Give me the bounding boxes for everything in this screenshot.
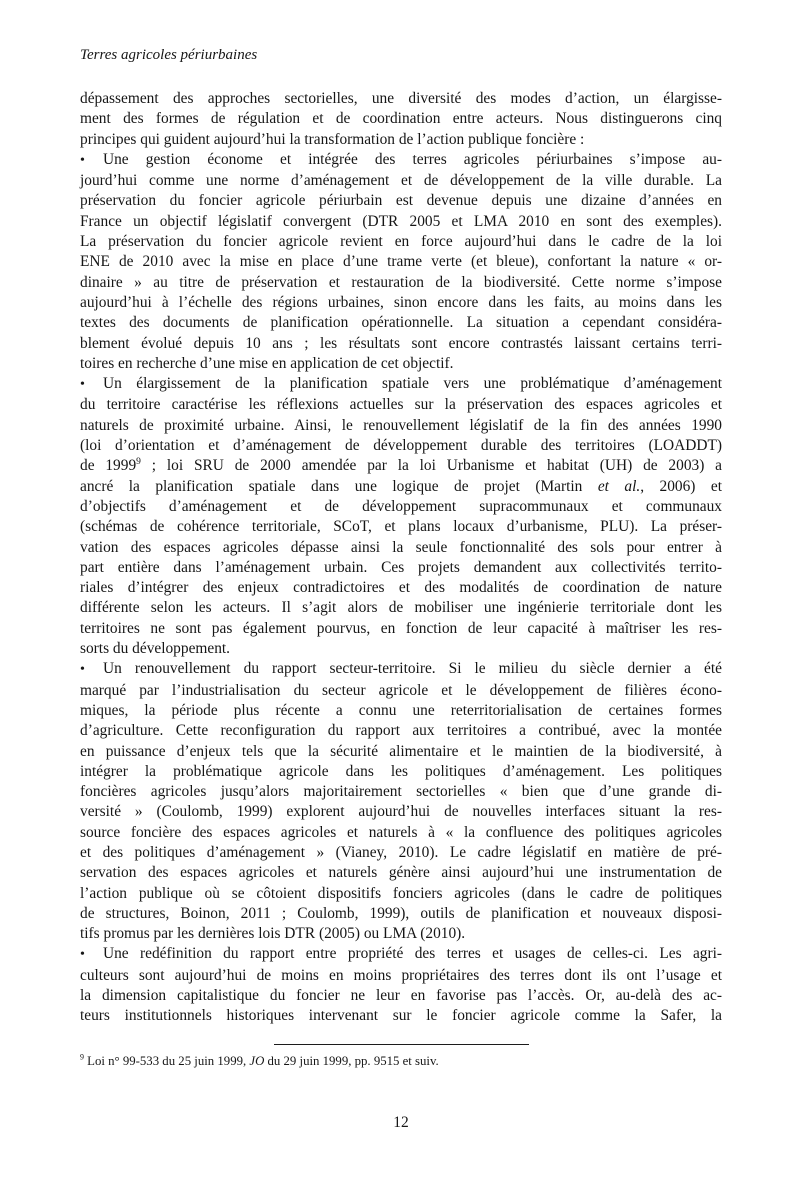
bullet-paragraph [80, 944, 722, 1026]
text-line [80, 354, 722, 374]
text-segment: blement évolué depuis 10 ans ; les résultats sont encore contrastés laissant certains terri- [80, 334, 722, 352]
text-line [80, 721, 722, 741]
text-segment: du 29 juin 1999, pp. 9515 et suiv. [264, 1053, 439, 1068]
text-line [80, 904, 722, 924]
text-line [80, 1006, 722, 1026]
text-segment: Un renouvellement du rapport secteur-territoire. Si le milieu du siècle dernier a été [103, 660, 722, 678]
text-segment: principes qui guident aujourd’hui la transformation de l’action publique foncière : [80, 130, 585, 148]
body-text [80, 89, 722, 1027]
running-head: Terres agricoles périurbaines [80, 47, 258, 63]
text-segment: textes des documents de planification opérationnelle. La situation a cependant considéra- [80, 314, 722, 332]
text-segment: source foncière des espaces agricoles et naturels à « la confluence des politiques agricoles [80, 823, 722, 841]
text-segment: sorts du développement. [80, 640, 231, 658]
text-line [80, 109, 722, 129]
text-segment: Une gestion économe et intégrée des terres agricoles périurbaines s’impose au- [103, 150, 722, 168]
text-line [80, 782, 722, 802]
text-line [80, 171, 722, 191]
text-segment: Une redéfinition du rapport entre propriété des terres et usages de celles-ci. Les agri- [103, 945, 722, 963]
text-line [80, 742, 722, 762]
text-segment: dépassement des approches sectorielles, une diversité des modes d’action, un élargisse- [80, 90, 722, 107]
text-segment: riales d’intégrer des enjeux contradictoires et des modalités de coordination de nature [80, 579, 722, 597]
text-segment: dinaire » au titre de préservation et restauration de la biodiversité. Cette norme s’impose [80, 273, 722, 291]
text-line [80, 374, 722, 395]
text-segment: tifs promus par les dernières lois DTR (2005) ou LMA (2010). [80, 925, 466, 943]
bullet-paragraph [80, 374, 722, 659]
text-segment: marqué par l’industrialisation du secteur agricole et le développement de filières écono- [80, 681, 722, 699]
text-line [80, 212, 722, 232]
text-line [80, 619, 722, 639]
text-line [80, 884, 722, 904]
text-segment: et des politiques d’aménagement » (Vianey, 2010). Le cadre législatif en matière de pré- [80, 843, 722, 861]
text-line [80, 456, 722, 476]
text-segment: JO [249, 1053, 265, 1068]
text-segment: l’action publique où se côtoient dispositifs fonciers agricoles (dans le cadre de politiques [80, 884, 722, 902]
text-segment: naturels de proximité urbaine. Ainsi, le renouvellement législatif de la fin des années 1990 [80, 416, 722, 434]
text-segment: ment des formes de régulation et de coordination entre acteurs. Nous distinguerons cinq [80, 110, 722, 128]
text-segment: culteurs sont aujourd’hui de moins en moins propriétaires des terres dont ils ont l’usage et [80, 966, 722, 984]
text-segment: de structures, Boinon, 2011 ; Coulomb, 1999), outils de planification et nouveaux disposi- [80, 904, 722, 922]
text-segment: , 2006) et [640, 477, 722, 495]
text-line [80, 130, 722, 150]
text-line [80, 986, 722, 1006]
text-segment: en puissance d’enjeux tels que la sécurité alimentaire et le maintien de la biodiversité, à [80, 742, 722, 760]
text-line [80, 395, 722, 415]
text-segment: intégrer la problématique agricole dans les politiques d’aménagement. Les politiques [80, 762, 722, 780]
bullet-icon: • [80, 152, 85, 168]
text-segment: vation des espaces agricoles dépasse ainsi la seule fonctionnalité des sols pour entrer à [80, 538, 722, 556]
text-line [80, 517, 722, 537]
bullet-icon: • [80, 947, 85, 963]
footnote-separator [274, 1044, 529, 1045]
text-line [80, 558, 722, 578]
text-line [80, 578, 722, 598]
text-segment: Loi n° 99-533 du 25 juin 1999, [83, 1053, 250, 1068]
text-line [80, 843, 722, 863]
footnote-ref: 9 [136, 456, 141, 468]
text-segment: miques, la période plus récente a connu une reterritorialisation de certaines formes [80, 701, 722, 719]
paragraph [80, 89, 722, 150]
text-segment: Un élargissement de la planification spatiale vers une problématique d’aménagement [103, 375, 722, 393]
text-line [80, 89, 722, 109]
text-line [80, 293, 722, 313]
text-line [80, 966, 722, 986]
text-line [80, 334, 722, 354]
text-line [80, 802, 722, 822]
text-segment: versité » (Coulomb, 1999) explorent aujourd’hui de nouvelles interfaces situant la res- [80, 803, 722, 821]
text-segment: territoires ne sont pas également pourvus, en fonction de leur capacité à maîtriser les res- [80, 619, 722, 637]
text-segment: d’agriculture. Cette reconfiguration du rapport aux territoires a contribué, avec la montée [80, 722, 722, 740]
text-line [80, 273, 722, 293]
text-segment: toires en recherche d’une mise en application de cet objectif. [80, 354, 454, 372]
text-line [80, 944, 722, 965]
text-segment: part entière dans l’aménagement urbain. Ces projets demandent aux collectivités territo- [80, 558, 722, 576]
text-line [80, 701, 722, 721]
text-segment: La préservation du foncier agricole revient en force aujourd’hui dans le cadre de la loi [80, 233, 722, 251]
bullet-icon: • [80, 377, 85, 393]
text-segment: servation des espaces agricoles et naturels génère ainsi aujourd’hui une instrumentation de [80, 864, 722, 882]
text-line [80, 863, 722, 883]
text-segment: teurs institutionnels historiques intervenant sur le foncier agricole comme la Safer, la [80, 1007, 722, 1025]
text-line [80, 497, 722, 517]
text-line [80, 232, 722, 252]
text-line [80, 436, 722, 456]
text-line [80, 538, 722, 558]
text-segment: du territoire caractérise les réflexions actuelles sur la préservation des espaces agricoles et [80, 396, 722, 414]
text-segment: la dimension capitalistique du foncier ne leur en favorise pas l’accès. Or, au-delà des ac- [80, 987, 722, 1005]
text-segment: différente selon les acteurs. Il s’agit alors de mobiliser une ingénierie territoriale dont les [80, 599, 722, 617]
text-line [80, 252, 722, 272]
text-line [80, 639, 722, 659]
text-segment: (loi d’orientation et d’aménagement de développement durable des territoires (LOADDT) [80, 437, 722, 455]
text-segment: (schémas de cohérence territoriale, SCoT, et plans locaux d’urbanisme, PLU). La préser- [80, 518, 722, 536]
text-segment: et al. [597, 477, 641, 495]
text-line [80, 681, 722, 701]
text-segment: préservation du foncier agricole périurbain est devenue depuis une dizaine d’années en [80, 192, 722, 210]
text-segment: aujourd’hui à l’échelle des régions urbaines, sinon encore dans les faits, au moins dans les [80, 293, 722, 311]
text-segment: jourd’hui comme une norme d’aménagement et de développement de la ville durable. La [80, 172, 722, 190]
text-segment: de 1999 [80, 457, 137, 475]
text-segment: ENE de 2010 avec la mise en place d’une trame verte (et bleue), confortant la nature « or- [80, 253, 722, 271]
text-line [80, 416, 722, 436]
text-segment: ancré la planification spatiale dans une logique de projet (Martin [80, 477, 598, 495]
text-segment: France un objectif législatif convergent (DTR 2005 et LMA 2010 en sont des exemples). [80, 212, 722, 230]
text-line [80, 477, 722, 497]
text-line [80, 598, 722, 618]
text-segment: d’objectifs d’aménagement et de développement supracommunaux et communaux [80, 497, 722, 515]
footnote-marker: 9 [80, 1052, 84, 1062]
bullet-paragraph [80, 150, 722, 374]
text-line [80, 924, 722, 944]
text-line [80, 659, 722, 680]
text-segment: foncières agricoles jusqu’alors majoritairement sectorielles « bien que d’une grande di- [80, 783, 722, 801]
text-line [80, 313, 722, 333]
footnote [80, 1053, 722, 1069]
text-line [80, 191, 722, 211]
text-segment: ; loi SRU de 2000 amendée par la loi Urbanisme et habitat (UH) de 2003) a [140, 457, 723, 475]
text-line [80, 823, 722, 843]
page-number: 12 [393, 1113, 409, 1131]
text-line [80, 150, 722, 171]
bullet-paragraph [80, 659, 722, 944]
bullet-icon: • [80, 662, 85, 678]
text-line [80, 762, 722, 782]
